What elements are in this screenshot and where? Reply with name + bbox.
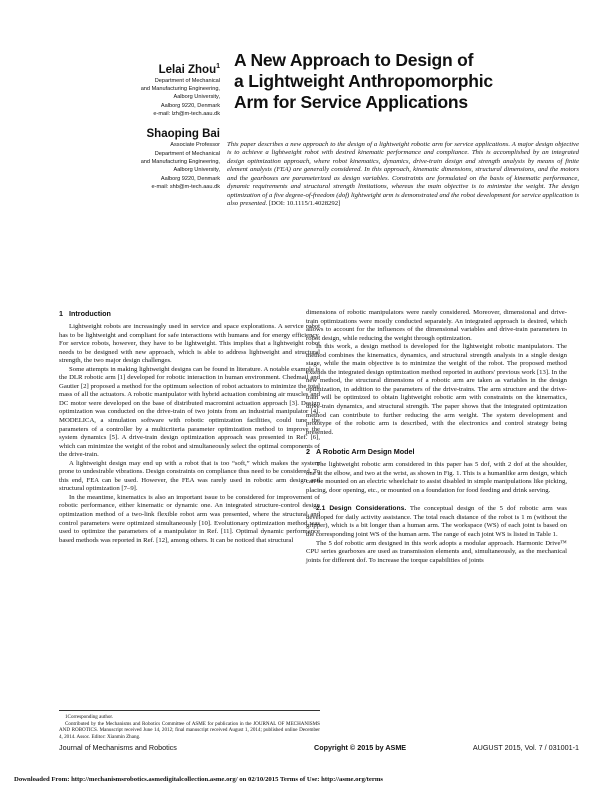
author-name: Lelai Zhou$^1$ [158, 63, 220, 76]
abstract-text: This paper describes a new approach to the design of a lightweight robotic arm for service applications. A major design objective is to achieve a lightweight robot with desired kinematic performance and compliance. This is accomplished by an integrated design optimization approach, where robot kinematics, dynamics, drive-train design and strength analysis by means of finite element analysis (FEA) are generally considered. In this approach, kinematic dimensions, structural dimensions, and the motors and the gearboxes are parameterized as design variables. Constraints are formulated on the basis of kinematic performance, dynamic requirements and structural strength limitations, whereas the main objective is to minimize the weight. The design optimization of a five degree-of-freedom (dof) lightweight arm is demonstrated and the robot development for service application is also presented. [227, 141, 579, 208]
paragraph: In the meantime, kinematics is also an important issue to be considered for improvement of robotic performance, either kinematic or dynamic one. An integrated structure-control design optimization method of a two-link flexible robot arm was presented, where the structural and control parameters were optimized simultaneously [10]. Evolutionary optimization method was used to optimize the parameters of a manipulator in Ref. [11]. Optimal dynamic performance based methods was reported in Ref. [12], among others. It can be noticed that structural [59, 493, 320, 544]
download-notice: Downloaded From: http://mechanismsrobotics.asmedigitalcollection.asme.org/ on 02/10/2015 Terms of Use: http://asme.org/terms [14, 776, 384, 783]
author-block [120, 60, 220, 191]
subsection-heading: 2.1 Design Considerations. [316, 505, 407, 513]
author-name: Shaoping Bai [146, 128, 220, 141]
journal-name: Journal of Mechanisms and Robotics [59, 743, 177, 752]
paragraph: 2.1 Design Considerations. The conceptual design of the 5 dof robotic arm was developed for daily activity assistance. The total reach distance of the robot is 1 m (without the gripper), which is a bit longer than a human arm. The workspace (WS) of each joint is based on the corresponding joint WS of the human arm. The range of each joint WS is listed in Table 1. [306, 505, 568, 539]
paragraph: The 5 dof robotic arm designed in this work adopts a modular approach. Harmonic Drive™ CPU series gearboxes are used as transmission elements and, simultaneously, as the mechanical joints for different dof. To increase the torque capabilities of joints [306, 539, 567, 564]
paragraph: In this work, a design method is developed for the lightweight robotic manipulators. The method combines the kinematics, dynamics, and structural strength analysis in a single design stage, while the main objective is to minimize the weight of the robot. The proposed method extends the integrated design optimization method reported in authors' previous work [13]. In the new method, the structural dimensions of a robotic arm are taken as variables in the design optimization, in addition to the parameters of the drive-trains. The arm structure and the drive-train will be optimized to obtain lightweight robotic arm with constraints on the kinematics, drive-train dynamics, and structural strength. The paper shows that the integrated optimization method can contribute to further reducing the arm weight. The system development and prototype of the robotic arm is described, with the electronics and control strategy being presented. [306, 343, 567, 436]
author-affiliation: Department of Mechanical and Manufacturing Engineering, Aalborg University, Aalborg 9220, Denmark e-mail: lzh@m-tech.aau.dk [120, 77, 220, 118]
paragraph: Lightweight robots are increasingly used in service and space explorations. A service robot has to be lightweight and compliant for safe interactions with humans and for energy efficiency. For service robots, however, they have to be lightweight. This implies that a lightweight robot needs to be designed with new approach, which is able to address lightweight and structural strength, the two major design challenges. [59, 323, 320, 365]
page-footer [59, 743, 579, 755]
paragraph: A lightweight design may end up with a robot that is too “soft,” which makes the system prone to undesirable vibrations. Design constraints on compliance thus need to be considered. To this end, FEA can be used. However, the FEA was rarely used in robotic arm design and structural optimization [7–9]. [59, 459, 320, 493]
copyright: Copyright © 2015 by ASME [314, 743, 407, 752]
footnotes [59, 710, 320, 740]
author-affiliation: Associate Professor Department of Mechanical and Manufacturing Engineering, Aalborg University, Aalborg 9220, Denmark e-mail: shb@m-tech.aau.dk [120, 141, 220, 191]
author-email: e-mail: shb@m-tech.aau.dk [151, 183, 220, 190]
section-heading: 1 Introduction [59, 309, 111, 318]
paragraph: dimensions of robotic manipulators were rarely considered. Moreover, dimensional and drive-train optimizations were mostly conducted separately. An integrated approach is desired, which allows to account for the influences of the dimensional variables and drive-train parameters in robot design, while reducing the weight through optimization. [306, 309, 567, 342]
footnote: 1Corresponding author. [65, 714, 114, 720]
issue-info: AUGUST 2015, Vol. 7 / 031001-1 [472, 743, 579, 752]
paragraph: Some attempts in making lightweight designs can be found in literature. A notable example is the DLR robotic arm [1] developed for robotic interaction in human environment. Chedmail and Gautier [2] proposed a method for the optimum selection of robot actuators to minimize the total mass of all the actuators. A robotic manipulator with hybrid actuation combining air muscles and DC motor were developed on the base of distributed macromini actuation approach [3]. Design optimization was conducted on the drive-train of two joints from an industrial manipulator [4]. MODELICA, a simulation software with robotic optimization facilities, could tune the parameters of a controller by a multicriteria parameter optimization method to improve the system dynamics [5]. A drive-train design optimization approach was presented in Ref. [6], which can minimize the weight of the robot and simultaneously select the optimal components of the drive-train. [59, 365, 320, 459]
author-email: e-mail: lzh@m-tech.aau.dk [153, 111, 220, 118]
footnote: Contributed by the Mechanisms and Robotics Committee of ASME for publication in the JOURNAL OF MECHANISMS AND ROBOTICS. Manuscript received June 14, 2012; final manuscript received August 1, 2014; published online December 4, 2014. Assoc. Editor: Xianmin Zhang. [59, 720, 320, 740]
paragraph: The lightweight robotic arm considered in this paper has 5 dof, with 2 dof at the shoulder, one at the elbow, and two at the wrist, as shown in Fig. 1. This is a humanlike arm design, which can be mounted on an electric wheelchair to assist disabled in simple manipulations like picking, placing, door opening, etc., or mounted on a foundation for food feeding and drink serving. [306, 461, 567, 494]
paper-title: A New Approach to Design of a Lightweight Anthropomorphic Arm for Service Applications [234, 50, 493, 112]
section-heading: 2 A Robotic Arm Design Model [306, 447, 415, 457]
left-column [59, 309, 320, 545]
right-column [306, 309, 567, 565]
abstract [227, 141, 579, 209]
doi[interactable]: [DOI: 10.1115/1.4028292] [268, 200, 341, 208]
